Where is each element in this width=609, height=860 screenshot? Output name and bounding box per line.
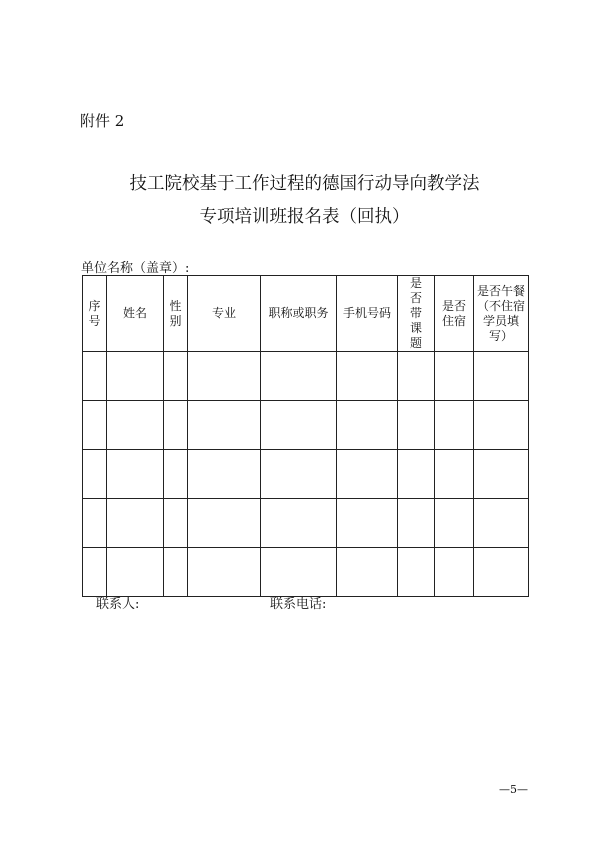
cell-mobile-number[interactable] xyxy=(337,450,398,499)
cell-lunch[interactable] xyxy=(474,352,529,401)
cell-mobile-number[interactable] xyxy=(337,548,398,597)
cell-accommodation[interactable] xyxy=(435,548,474,597)
cell-with-project[interactable] xyxy=(398,401,435,450)
cell-name[interactable] xyxy=(107,401,164,450)
registration-table xyxy=(82,275,529,597)
cell-accommodation[interactable] xyxy=(435,450,474,499)
header-lunch: 是否午餐（不住宿学员填写） xyxy=(474,276,529,352)
cell-name[interactable] xyxy=(107,450,164,499)
cell-accommodation[interactable] xyxy=(435,352,474,401)
cell-gender[interactable] xyxy=(164,548,188,597)
cell-serial-number[interactable] xyxy=(83,499,107,548)
cell-serial-number[interactable] xyxy=(83,352,107,401)
cell-serial-number[interactable] xyxy=(83,450,107,499)
table-row xyxy=(83,450,529,499)
header-mobile-number: 手机号码 xyxy=(337,276,398,352)
form-title-line1: 技工院校基于工作过程的德国行动导向教学法 xyxy=(129,174,480,194)
cell-lunch[interactable] xyxy=(474,450,529,499)
cell-gender[interactable] xyxy=(164,401,188,450)
attachment-label: 附件 2 xyxy=(80,112,125,130)
cell-name[interactable] xyxy=(107,548,164,597)
cell-with-project[interactable] xyxy=(398,499,435,548)
cell-mobile-number[interactable] xyxy=(337,352,398,401)
cell-serial-number[interactable] xyxy=(83,548,107,597)
cell-lunch[interactable] xyxy=(474,401,529,450)
cell-title-or-position[interactable] xyxy=(261,548,337,597)
cell-gender[interactable] xyxy=(164,352,188,401)
table-row xyxy=(83,548,529,597)
page-number: —5— xyxy=(499,783,528,796)
table-row xyxy=(83,401,529,450)
form-title-line2: 专项培训班报名表（回执） xyxy=(199,207,410,227)
cell-name[interactable] xyxy=(107,352,164,401)
contact-phone-label: 联系电话: xyxy=(270,597,327,612)
cell-serial-number[interactable] xyxy=(83,401,107,450)
header-accommodation: 是否住宿 xyxy=(435,276,474,352)
header-serial-number: 序号 xyxy=(83,276,107,352)
header-with-project: 是否带课题 xyxy=(398,276,435,352)
cell-major[interactable] xyxy=(188,548,261,597)
table-row xyxy=(83,499,529,548)
header-title-or-position: 职称或职务 xyxy=(261,276,337,352)
cell-lunch[interactable] xyxy=(474,499,529,548)
cell-with-project[interactable] xyxy=(398,450,435,499)
cell-major[interactable] xyxy=(188,352,261,401)
cell-title-or-position[interactable] xyxy=(261,352,337,401)
cell-title-or-position[interactable] xyxy=(261,401,337,450)
contact-person-label: 联系人: xyxy=(96,597,140,612)
cell-accommodation[interactable] xyxy=(435,499,474,548)
cell-mobile-number[interactable] xyxy=(337,499,398,548)
unit-name-label: 单位名称（盖章）: xyxy=(81,261,190,276)
header-major: 专业 xyxy=(188,276,261,352)
cell-title-or-position[interactable] xyxy=(261,450,337,499)
cell-name[interactable] xyxy=(107,499,164,548)
table-header-row xyxy=(83,276,529,352)
cell-with-project[interactable] xyxy=(398,548,435,597)
cell-gender[interactable] xyxy=(164,499,188,548)
cell-major[interactable] xyxy=(188,499,261,548)
cell-title-or-position[interactable] xyxy=(261,499,337,548)
cell-major[interactable] xyxy=(188,450,261,499)
cell-with-project[interactable] xyxy=(398,352,435,401)
header-name: 姓名 xyxy=(107,276,164,352)
table-row xyxy=(83,352,529,401)
header-gender: 性别 xyxy=(164,276,188,352)
cell-gender[interactable] xyxy=(164,450,188,499)
cell-lunch[interactable] xyxy=(474,548,529,597)
cell-major[interactable] xyxy=(188,401,261,450)
cell-mobile-number[interactable] xyxy=(337,401,398,450)
cell-accommodation[interactable] xyxy=(435,401,474,450)
